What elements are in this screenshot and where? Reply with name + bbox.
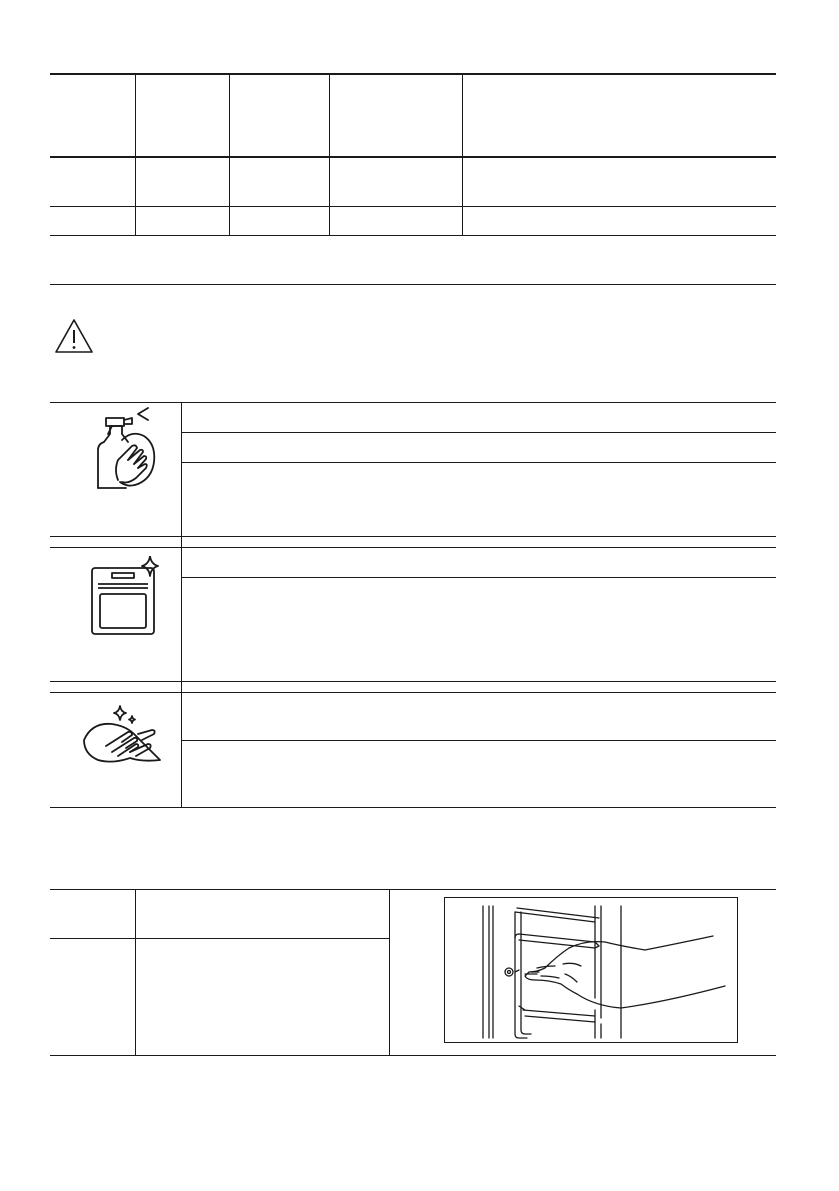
cleaning-section-1-row-rule-2 <box>181 462 776 463</box>
top-table-col-divider-3 <box>329 73 330 235</box>
cleaning-section-3-bottom-rule <box>50 807 776 808</box>
bottom-table-row-rule <box>50 938 389 939</box>
top-table-col-divider-2 <box>229 73 230 235</box>
cleaning-section-2-bottom-rule <box>50 681 776 682</box>
cleaning-section-1-row-rule-1 <box>181 432 776 433</box>
top-table-col-divider-4 <box>462 73 463 235</box>
cleaning-section-3-top-rule <box>50 692 776 693</box>
top-table-header-rule <box>50 156 776 158</box>
sparkling-oven-icon <box>90 556 162 636</box>
bottom-table-col-divider-2 <box>389 889 390 1055</box>
bottom-table-bottom-rule <box>50 1055 776 1056</box>
top-table-top-rule <box>50 73 776 75</box>
cleaning-section-2-top-rule <box>50 547 776 548</box>
cleaning-section-2-row-rule-1 <box>181 577 776 578</box>
bottom-table-col-divider-1 <box>135 889 136 1055</box>
top-table-row-rule <box>50 206 776 207</box>
section-heading-rule <box>50 284 776 285</box>
cleaning-section-1-bottom-rule <box>50 536 776 537</box>
shelf-support-removal-illustration <box>444 897 738 1043</box>
hand-wipe-icon <box>82 704 162 766</box>
cleaning-section-3-row-rule-1 <box>181 740 776 741</box>
bottom-table-top-rule <box>50 889 776 890</box>
cleaning-table-icon-column-divider <box>181 402 182 807</box>
cleaning-section-1-top-rule <box>50 402 776 403</box>
warning-triangle-icon <box>54 318 94 354</box>
spray-cloth-icon <box>92 404 158 490</box>
top-table-bottom-rule <box>50 235 776 236</box>
top-table-col-divider-1 <box>135 73 136 235</box>
